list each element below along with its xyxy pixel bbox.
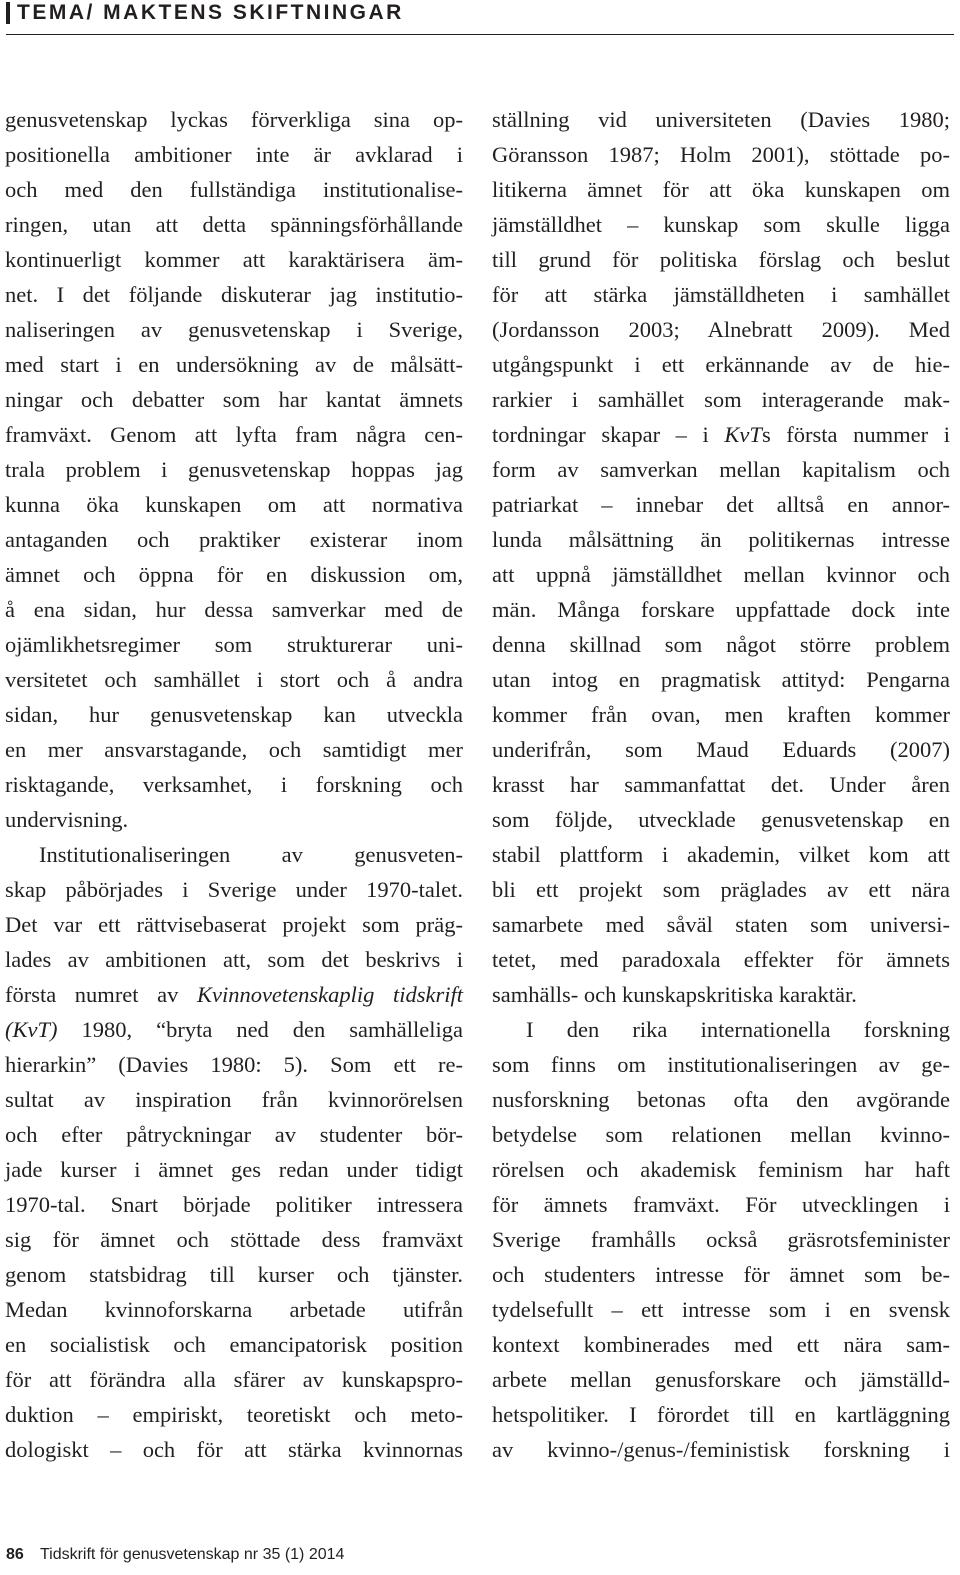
paragraph (492, 1012, 950, 1467)
text-line: ämnet och öppna för en diskussion om, (5, 562, 463, 587)
text-line: duktion – empiriskt, teoretiskt och meto- (5, 1402, 463, 1427)
header-accent-bar (6, 2, 10, 24)
text-line: litikerna ämnet för att öka kunskapen om (492, 177, 950, 202)
text-line: risktagande, verksamhet, i forskning och (5, 772, 463, 797)
text-line: genusvetenskap lyckas förverkliga sina op- (5, 107, 463, 132)
text-line: å ena sidan, hur dessa samverkar med de (5, 597, 463, 622)
text-line: sultat av inspiration från kvinnorörelsen (5, 1087, 463, 1112)
text-line: samhälls- och kunskapskritiska karaktär. (492, 982, 857, 1007)
text-line: att uppnå jämställdhet mellan kvinnor och (492, 562, 950, 587)
text-line: positionella ambitioner inte är avklarad i (5, 142, 463, 167)
text-line: ningar och debatter som har kantat ämnets (5, 387, 463, 412)
text-line: jade kurser i ämnet ges redan under tidigt (5, 1157, 463, 1182)
text-line: tydelsefullt – ett intresse som i en svensk (492, 1297, 950, 1322)
text-fragment: första numret av (5, 982, 197, 1007)
text-line: versitetet och samhället i stort och å andra (5, 667, 463, 692)
text-line: kontinuerligt kommer att karaktärisera äm- (5, 247, 463, 272)
text-line: I den rika internationella forskning (526, 1017, 950, 1042)
text-line: en mer ansvarstagande, och samtidigt mer (5, 737, 463, 762)
text-line: för att stärka jämställdheten i samhället (492, 282, 950, 307)
paragraph (492, 102, 950, 1012)
text-fragment: s första nummer i (761, 422, 951, 447)
header-divider (6, 34, 954, 35)
text-line (5, 977, 463, 1012)
text-line: lunda målsättning än politikernas intresse (492, 527, 950, 552)
text-line: ställning vid universiteten (Davies 1980; (492, 107, 950, 132)
paragraph (5, 102, 463, 837)
text-line: ringen, utan att detta spänningsförhållande (5, 212, 463, 237)
journal-title: Kvinnovetenskaplig tidskrift (196, 982, 463, 1007)
text-line: skap påbörjades i Sverige under 1970-talet. (5, 877, 463, 902)
text-line: och efter påtryckningar av studenter bör- (5, 1122, 463, 1147)
text-line: kontext kombinerades med ett nära sam- (492, 1332, 950, 1357)
text-line: kunna öka kunskapen om att normativa (5, 492, 463, 517)
text-line: män. Många forskare uppfattade dock inte (492, 597, 950, 622)
text-line: ojämlikhetsregimer som strukturerar uni- (5, 632, 463, 657)
text-line: Sverige framhålls också gräsrotsfeminister (492, 1227, 950, 1252)
text-line: stabil plattform i akademin, vilket kom att (492, 842, 950, 867)
text-line: Medan kvinnoforskarna arbetade utifrån (5, 1297, 463, 1322)
text-line: för att förändra alla sfärer av kunskapspro- (5, 1367, 463, 1392)
running-header (0, 0, 960, 26)
journal-abbreviation: (KvT) (5, 1017, 58, 1042)
text-line: tetet, med paradoxala effekter för ämnets (492, 947, 950, 972)
text-line: av kvinno-/genus-/feministisk forskning i (492, 1437, 950, 1462)
text-line: trala problem i genusvetenskap hoppas jag (5, 457, 463, 482)
text-line: genom statsbidrag till kurser och tjänster. (5, 1262, 463, 1287)
text-line: rarkier i samhället som interagerande mak- (492, 387, 950, 412)
text-line: bli ett projekt som präglades av ett nära (492, 877, 950, 902)
text-line: patriarkat – innebar det alltså en annor- (492, 492, 950, 517)
text-line: som finns om institutionaliseringen av ge- (492, 1052, 950, 1077)
text-line: jämställdhet – kunskap som skulle ligga (492, 212, 950, 237)
text-line: framväxt. Genom att lyfta fram några cen- (5, 422, 463, 447)
text-line: dologiskt – och för att stärka kvinnornas (5, 1437, 463, 1462)
text-line: Det var ett rättvisebaserat projekt som präg- (5, 912, 463, 937)
text-line: samarbete med såväl staten som universi- (492, 912, 950, 937)
text-line (492, 417, 950, 452)
text-line: utgångspunkt i ett erkännande av de hie- (492, 352, 950, 377)
paragraph (5, 837, 463, 1467)
text-line: betydelse som relationen mellan kvinno- (492, 1122, 950, 1147)
text-line: krasst har sammanfattat det. Under åren (492, 772, 950, 797)
text-line: kommer från ovan, men kraften kommer (492, 702, 950, 727)
text-line: hierarkin” (Davies 1980: 5). Som ett re- (5, 1052, 463, 1077)
text-line: och studenters intresse för ämnet som be- (492, 1262, 950, 1287)
text-line: underifrån, som Maud Eduards (2007) (492, 737, 950, 762)
text-line: arbete mellan genusforskare och jämställd- (492, 1367, 950, 1392)
page-number: 86 (6, 1546, 24, 1563)
text-line: som följde, utvecklade genusvetenskap en (492, 807, 950, 832)
journal-issue: Tidskrift för genusvetenskap nr 35 (1) 2014 (39, 1546, 345, 1563)
text-line: hetspolitiker. I förordet till en kartläggning (492, 1402, 950, 1427)
text-fragment: 1980, “bryta ned den samhälleliga (57, 1017, 463, 1042)
page-footer (6, 1540, 344, 1570)
text-line: utan intog en pragmatisk attityd: Pengarna (492, 667, 950, 692)
text-line: denna skillnad som något större problem (492, 632, 950, 657)
journal-abbreviation: KvT (724, 422, 762, 447)
text-line: antaganden och praktiker existerar inom (5, 527, 463, 552)
text-line: och med den fullständiga institutionalise- (5, 177, 463, 202)
text-line: net. I det följande diskuterar jag institutio- (5, 282, 463, 307)
text-line (5, 1012, 463, 1047)
right-column (492, 102, 950, 1467)
text-line: med start i en undersökning av de målsätt- (5, 352, 463, 377)
section-label: TEMA/ MAKTENS SKIFTNINGAR (17, 1, 404, 24)
text-fragment: tordningar skapar – i (492, 422, 725, 447)
text-line: Göransson 1987; Holm 2001), stöttade po- (492, 142, 950, 167)
text-line: en socialistisk och emancipatorisk position (5, 1332, 463, 1357)
text-line: för ämnets framväxt. För utvecklingen i (492, 1192, 950, 1217)
left-column (5, 102, 463, 1467)
text-line: till grund för politiska förslag och beslut (492, 247, 950, 272)
text-line: sidan, hur genusvetenskap kan utveckla (5, 702, 463, 727)
text-line: undervisning. (5, 807, 129, 832)
text-line: naliseringen av genusvetenskap i Sverige, (5, 317, 463, 342)
text-line: sig för ämnet och stöttade dess framväxt (5, 1227, 463, 1252)
text-line: form av samverkan mellan kapitalism och (492, 457, 950, 482)
text-line: lades av ambitionen att, som det beskrivs i (5, 947, 463, 972)
text-line: nusforskning betonas ofta den avgörande (492, 1087, 950, 1112)
text-line: rörelsen och akademisk feminism har haft (492, 1157, 950, 1182)
text-line: 1970-tal. Snart började politiker intressera (5, 1192, 463, 1217)
text-line: (Jordansson 2003; Alnebratt 2009). Med (492, 317, 950, 342)
text-line: Institutionaliseringen av genusveten- (39, 842, 463, 867)
